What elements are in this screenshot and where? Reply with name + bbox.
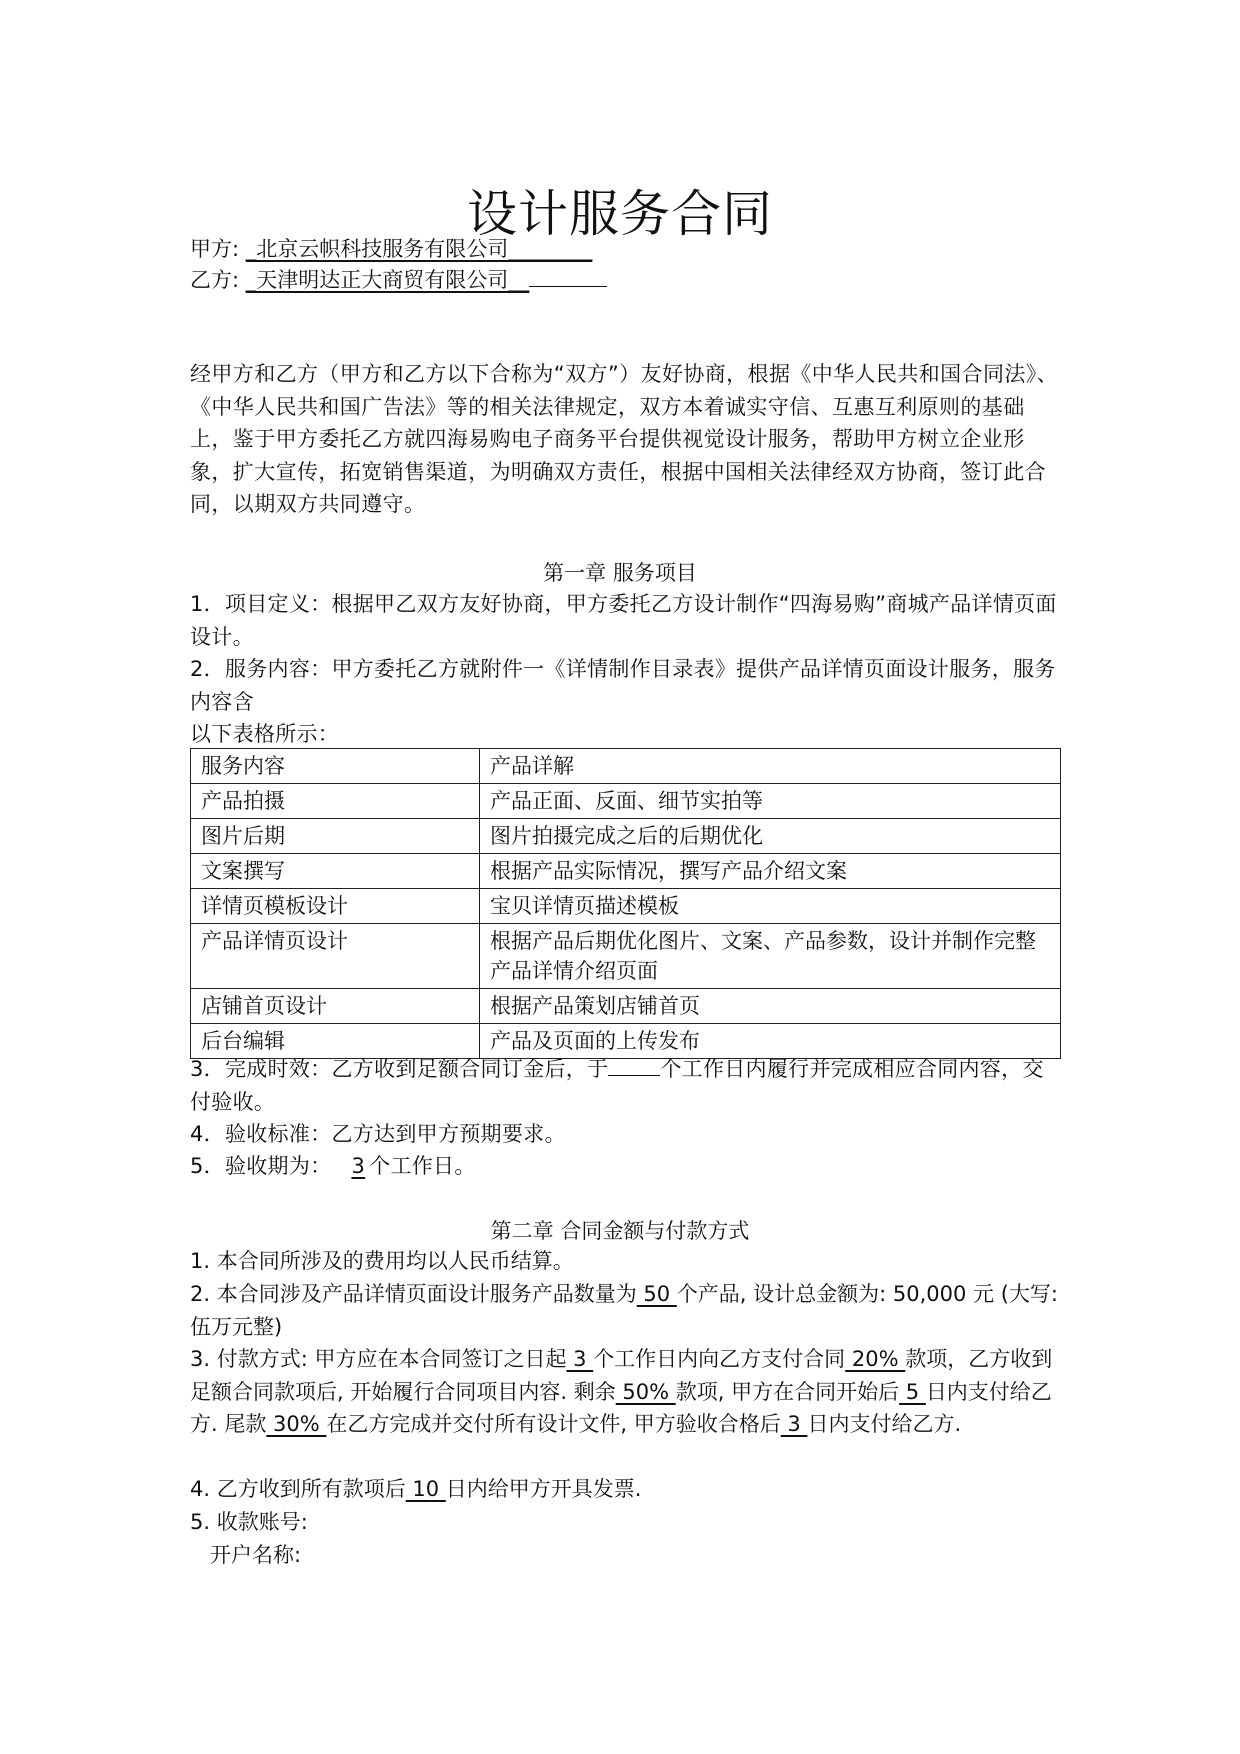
party-a-line — [190, 234, 592, 264]
chapter2-item3 — [190, 1343, 1060, 1441]
table-cell: 详情页模板设计 — [191, 889, 480, 924]
table-cell: 宝贝详情页描述模板 — [480, 889, 1061, 924]
acceptance-days-value: 3 — [351, 1154, 366, 1178]
c2-item3-text-e: 日内支付给乙方. 尾款 — [190, 1379, 1052, 1436]
c2-item3-text-g: 日内支付给乙方. — [807, 1412, 962, 1436]
chapter2-item1: 1. 本合同所涉及的费用均以人民币结算。 — [190, 1249, 574, 1273]
table-cell: 店铺首页设计 — [191, 989, 480, 1024]
table-cell: 后台编辑 — [191, 1024, 480, 1059]
party-a-label: 甲方: — [190, 237, 240, 261]
item5-text-b: 个工作日。 — [369, 1154, 476, 1178]
c2-item3-text-f: 在乙方完成并交付所有设计文件, 甲方验收合格后 — [326, 1412, 781, 1436]
chapter1-item2-tail: 以下表格所示： — [190, 722, 340, 746]
document-title: 设计服务合同 — [467, 185, 773, 243]
second-payment-days: 5 — [899, 1379, 926, 1404]
product-quantity-value: 50 — [636, 1282, 677, 1306]
table-cell: 文案撰写 — [191, 854, 480, 889]
chapter1-item5 — [190, 1150, 1060, 1183]
first-payment-percent: 20% — [845, 1347, 906, 1371]
c2-item3-text-c: 款项，乙方收到足额合同款项后, 开始履行合同项目内容. 剩余 — [190, 1347, 1053, 1404]
table-cell: 产品正面、反面、细节实拍等 — [480, 784, 1061, 819]
party-b-label: 乙方: — [190, 268, 240, 292]
chapter2-item2 — [190, 1278, 1060, 1343]
table-row — [191, 989, 1061, 1024]
item5-text-a: 5．验收期为： — [190, 1154, 332, 1178]
c2-item3-text-b: 个工作日内向乙方支付合同 — [593, 1347, 846, 1371]
c2-item2-text-b: 个产品, 设计总金额为: 50,000 元 (大写: 伍万元整) — [190, 1282, 1058, 1339]
table-cell: 图片拍摄完成之后的后期优化 — [480, 819, 1061, 854]
party-b-name: _天津明达正大商贸有限公司__ — [245, 268, 530, 292]
item3-blank — [608, 1055, 660, 1076]
intro-paragraph: 经甲方和乙方（甲方和乙方以下合称为“双方”）友好协商，根据《中华人民共和国合同法》、《中华人民共和国广告法》等的相关法律规定，双方本着诚实守信、互惠互利原则的基础上，鉴于甲方委托乙方就四海易购电子商务平台提供视觉设计服务，帮助甲方树立企业形象，扩大宣传，拓宽销售渠道，为明确双方责任，根据中国相关法律经双方协商，签订此合同，以期双方共同遵守。 — [190, 362, 1059, 516]
item3-text-b: 个工作日内履行并完成相应合同内容，交付验收。 — [190, 1057, 1044, 1114]
final-payment-days: 3 — [780, 1412, 808, 1436]
chapter2-item5: 5. 收款账号: — [190, 1510, 308, 1534]
party-a-name: _北京云帜科技服务有限公司________ — [245, 237, 593, 261]
first-payment-days: 3 — [566, 1347, 594, 1371]
chapter2-title: 第二章 合同金额与付款方式 — [490, 1219, 750, 1243]
table-cell: 根据产品后期优化图片、文案、产品参数，设计并制作完整产品详情介绍页面 — [480, 924, 1061, 989]
account-name-label: 开户名称: — [210, 1543, 302, 1567]
final-payment-percent: 30% — [266, 1412, 327, 1436]
chapter1-item2: 2．服务内容：甲方委托乙方就附件一《详情制作目录表》提供产品详情页面设计服务，服务内容含 — [190, 657, 1056, 714]
table-row — [191, 854, 1061, 889]
table-cell: 图片后期 — [191, 819, 480, 854]
second-payment-percent: 50% — [615, 1379, 676, 1404]
table-row — [191, 819, 1061, 854]
table-header-cell: 产品详解 — [480, 749, 1061, 784]
chapter1-item3 — [190, 1053, 1060, 1118]
table-row — [191, 924, 1061, 989]
table-cell: 产品详情页设计 — [191, 924, 480, 989]
chapter1-item4: 4．验收标准：乙方达到甲方预期要求。 — [190, 1122, 566, 1146]
table-cell: 产品及页面的上传发布 — [480, 1024, 1061, 1059]
table-cell: 产品拍摄 — [191, 784, 480, 819]
party-b-line — [190, 265, 607, 295]
chapter1-item1: 1．项目定义：根据甲乙双方友好协商，甲方委托乙方设计制作“四海易购”商城产品详情页面设计。 — [190, 592, 1057, 649]
table-row — [191, 889, 1061, 924]
c2-item2-text-a: 2. 本合同涉及产品详情页面设计服务产品数量为 — [190, 1282, 637, 1306]
item3-text-a: 3．完成时效：乙方收到足额合同订金后，于 — [190, 1057, 609, 1081]
table-header-cell: 服务内容 — [191, 749, 480, 784]
c2-item3-text-d: 款项, 甲方在合同开始后 — [675, 1379, 900, 1404]
party-b-blank — [529, 266, 607, 287]
table-cell: 根据产品策划店铺首页 — [480, 989, 1061, 1024]
table-cell: 根据产品实际情况，撰写产品介绍文案 — [480, 854, 1061, 889]
chapter2-item4 — [190, 1473, 1060, 1506]
c2-item4-text-a: 4. 乙方收到所有款项后 — [190, 1477, 406, 1501]
chapter1-title: 第一章 服务项目 — [543, 561, 697, 585]
service-table — [190, 748, 1061, 1059]
c2-item3-text-a: 3. 付款方式: 甲方应在本合同签订之日起 — [190, 1347, 567, 1371]
invoice-days-value: 10 — [405, 1477, 446, 1501]
table-row — [191, 784, 1061, 819]
c2-item4-text-b: 日内给甲方开具发票. — [445, 1477, 642, 1501]
table-header-row — [191, 749, 1061, 784]
